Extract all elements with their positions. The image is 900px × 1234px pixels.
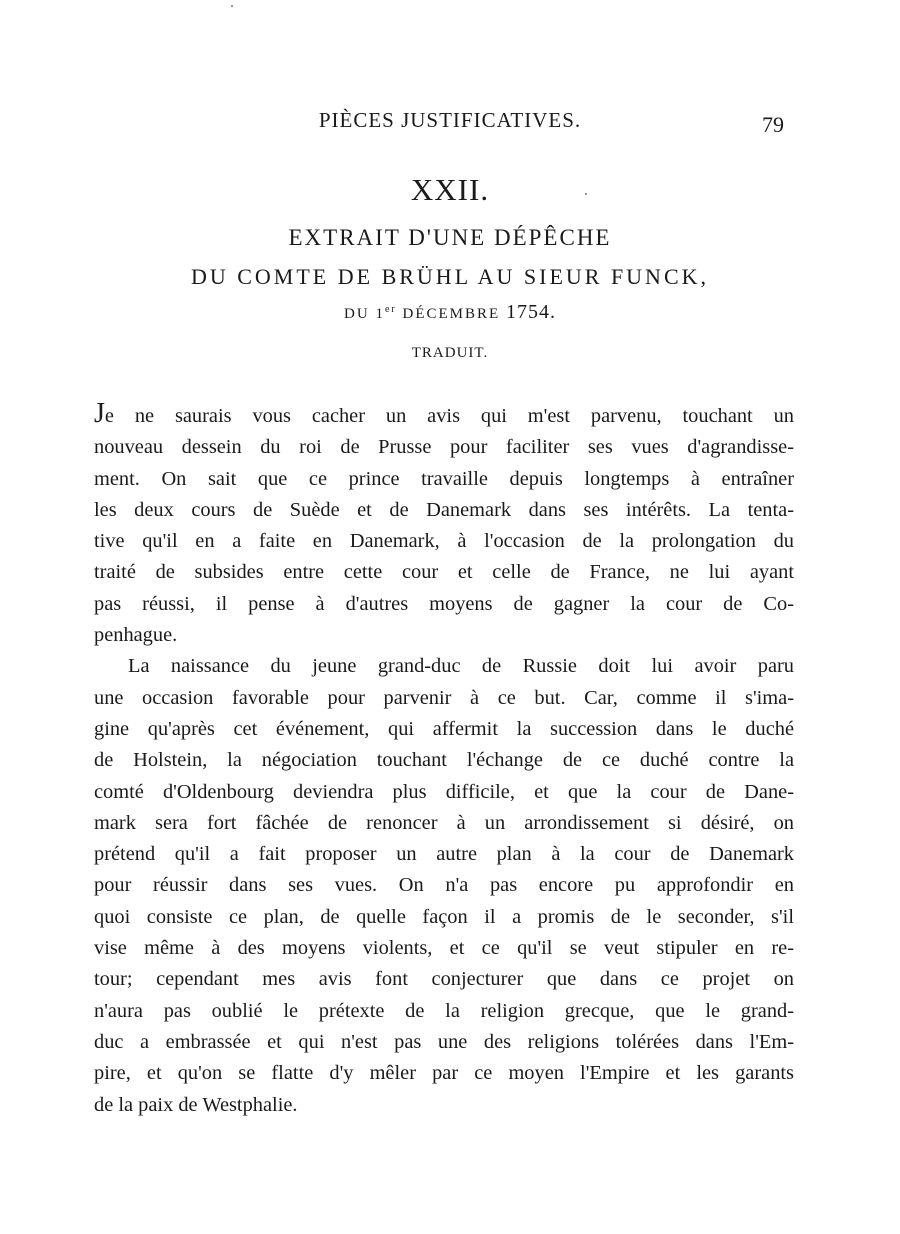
text-line: gine qu'après cet événement, qui affermit la succession dans le duché [94, 717, 794, 740]
text-line: vise même à des moyens violents, et ce qu'il se veut stipuler en re- [94, 937, 794, 960]
text-line: ment. On sait que ce prince travaille depuis longtemps à entraîner [94, 467, 794, 490]
initial-letter: J [94, 398, 105, 429]
text-line: quoi consiste ce plan, de quelle façon il a promis de le seconder, s'il [94, 905, 794, 928]
paragraph-2 [94, 651, 794, 1120]
date-line [0, 301, 900, 324]
document-title-line1: EXTRAIT D'UNE DÉPÊCHE [288, 225, 612, 250]
date-year: 1754. [505, 301, 556, 323]
text-line: duc a embrassée et qui n'est pas une des religions tolérées dans l'Em- [94, 1030, 794, 1053]
text-line: prétend qu'il a fait proposer un autre plan à la cour de Danemark [94, 843, 794, 866]
text-line: tour; cependant mes avis font conjecturer que dans ce projet on [94, 968, 794, 991]
text-line: les deux cours de Suède et de Danemark dans ses intérêts. La tenta- [94, 498, 794, 521]
text-line: pire, et qu'on se flatte d'y mêler par ce moyen l'Empire et les garants [94, 1062, 794, 1085]
translation-note: TRADUIT. [411, 345, 489, 361]
page-number: 79 [762, 112, 784, 137]
document-title-line2: DU COMTE DE BRÜHL AU SIEUR FUNCK, [190, 264, 710, 289]
text-line: La naissance du jeune grand-duc de Russie doit lui avoir paru [128, 655, 794, 678]
paragraph-1 [94, 398, 794, 651]
text-line: une occasion favorable pour parvenir à ce but. Car, comme il s'ima- [94, 686, 794, 709]
date-superscript: er [384, 304, 397, 315]
text-line: n'aura pas oublié le prétexte de la religion grecque, que le grand- [94, 999, 794, 1022]
body-text [94, 398, 794, 1121]
section-numeral: XXII. [410, 172, 490, 207]
text-line: de la paix de Westphalie. [94, 1093, 298, 1116]
text-line: mark sera fort fâchée de renoncer à un arrondissement si désiré, on [94, 811, 794, 834]
text-line: de Holstein, la négociation touchant l'échange de ce duché contre la [94, 749, 794, 772]
text-line: traité de subsides entre cette cour et celle de France, ne lui ayant [94, 561, 794, 584]
date-month: DÉCEMBRE [396, 306, 506, 322]
text-line: pour réussir dans ses vues. On n'a pas encore pu approfondir en [94, 874, 794, 897]
page-speck [231, 5, 233, 7]
text-line: Je ne saurais vous cacher un avis qui m'est parvenu, touchant un [94, 398, 794, 429]
text-line: penhague. [94, 624, 178, 647]
text-line: nouveau dessein du roi de Prusse pour faciliter ses vues d'agrandisse- [94, 436, 794, 459]
date-prefix: DU 1 [344, 306, 385, 322]
text-line: tive qu'il en a faite en Danemark, à l'occasion de la prolongation du [94, 530, 794, 553]
running-title: PIÈCES JUSTIFICATIVES. [318, 108, 582, 132]
text-line: pas réussi, il pense à d'autres moyens de gagner la cour de Co- [94, 592, 794, 615]
text-line: comté d'Oldenbourg deviendra plus difficile, et que la cour de Dane- [94, 780, 794, 803]
